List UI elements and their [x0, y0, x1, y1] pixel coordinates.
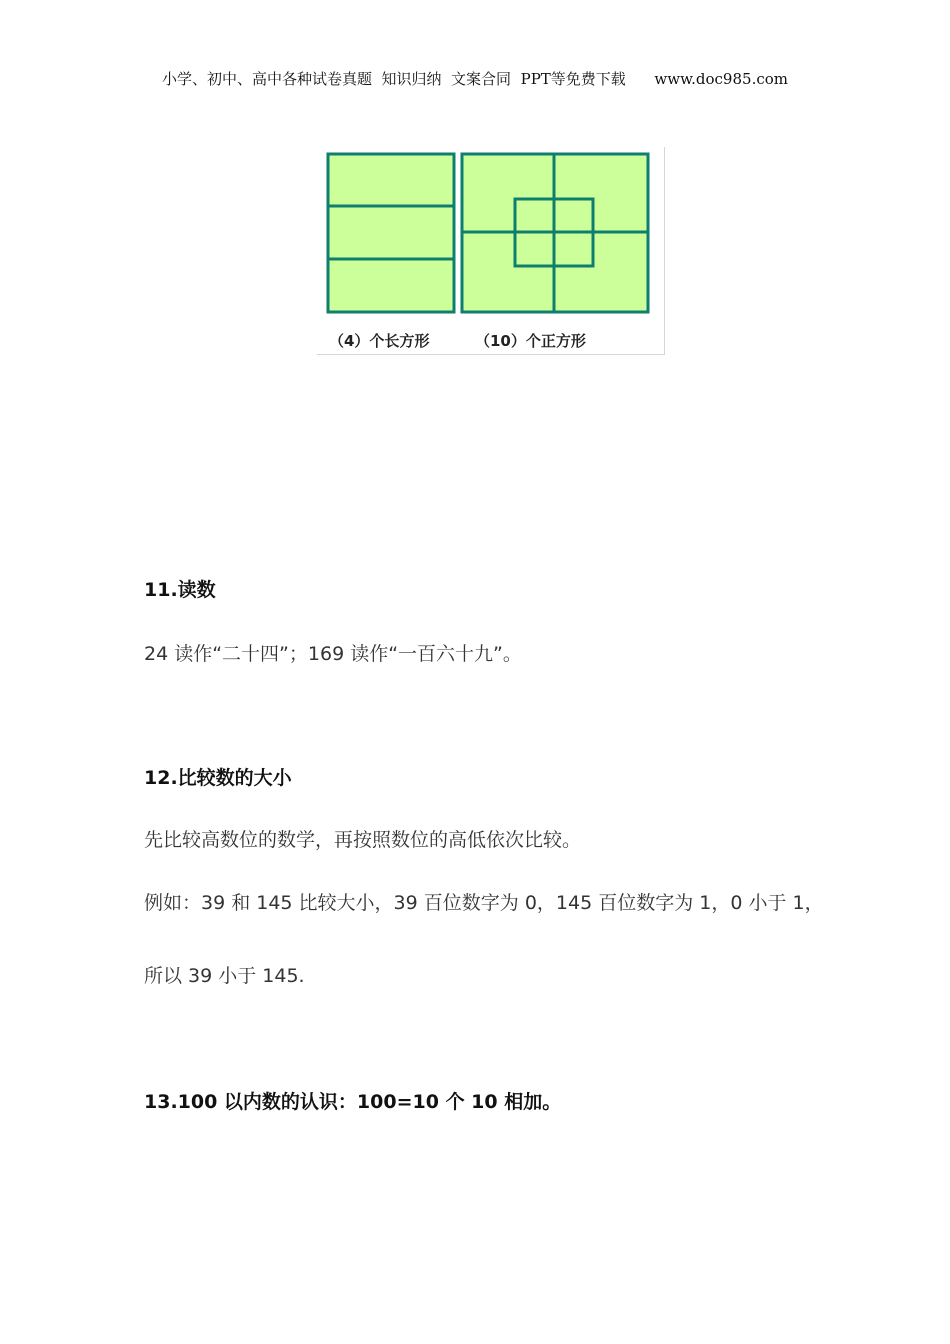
comparison-rule: 先比较高数位的数学，再按照数位的高低依次比较。 — [144, 829, 582, 851]
section-heading-12: 12.比较数的大小 — [144, 767, 292, 789]
page-header: 小学、初中、高中各种试卷真题 知识归纳 文案合同 PPT等免费下载 www.doc985.com — [161, 70, 788, 88]
square-count-caption: （10）个正方形 — [475, 332, 586, 350]
comparison-example: 例如：39 和 145 比较大小，39 百位数字为 0，145 百位数字为 1，0 小于 1， — [144, 892, 824, 914]
shapes-figure — [317, 147, 665, 355]
left-rectangle — [328, 154, 454, 312]
rectangle-count-caption: （4）个长方形 — [329, 332, 430, 350]
comparison-conclusion: 所以 39 小于 145. — [144, 965, 305, 987]
reading-example: 24 读作“二十四”；169 读作“一百六十九”。 — [144, 643, 522, 665]
section-heading-13: 13.100 以内数的认识：100=10 个 10 相加。 — [144, 1091, 562, 1113]
section-heading-11: 11.读数 — [144, 579, 216, 601]
shapes-diagram — [317, 147, 664, 354]
